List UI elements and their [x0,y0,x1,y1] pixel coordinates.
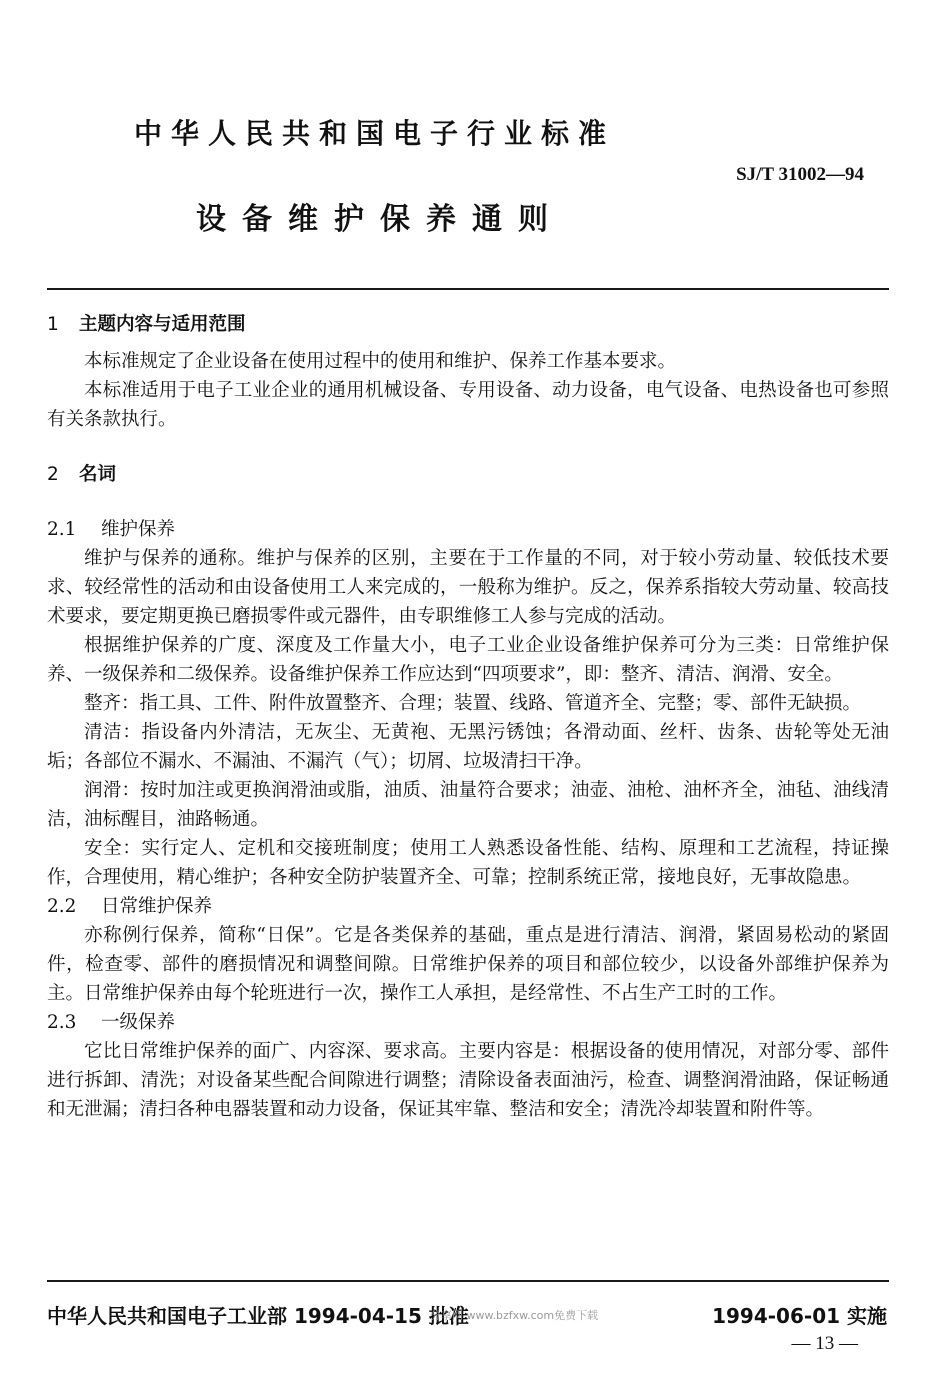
implementation-date: 1994-06-01 实施 [712,1304,887,1328]
paragraph: 本标准规定了企业设备在使用过程中的使用和维护、保养工作基本要求。 [84,351,677,372]
subsection-title: 维护保养 [101,519,176,540]
page-number: — 13 — [791,1333,858,1354]
footer-divider [47,1280,889,1282]
issuing-authority-heading: 中华人民共和国电子行业标准 [134,117,616,150]
section-title: 主题内容与适用范围 [79,314,246,335]
subsection-number: 2.1 [47,519,77,540]
subsection-2-1-heading [47,515,889,544]
section-2-heading [47,460,889,489]
paragraph: 整齐：指工具、工件、附件放置整齐、合理；装置、线路、管道齐全、完整；零、部件无缺损。 [84,693,862,714]
paragraph: 清洁：指设备内外清洁，无灰尘、无黄袍、无黑污锈蚀；各滑动面、丝杆、齿条、齿轮等处无油垢；各部位不漏水、不漏油、不漏汽（气）；切屑、垃圾清扫干净。 [47,722,889,772]
document-title: 设备维护保养通则 [196,202,564,237]
paragraph: 它比日常维护保养的面广、内容深、要求高。主要内容是：根据设备的使用情况，对部分零、部件进行拆卸、清洗；对设备某些配合间隙进行调整；清除设备表面油污，检查、调整润滑油路，保证畅通和无泄漏；清扫各种电器装置和动力设备，保证其牢靠、整洁和安全；清洗冷却装置和附件等。 [47,1041,889,1120]
section-1-heading [47,310,889,339]
paragraph: 本标准适用于电子工业企业的通用机械设备、专用设备、动力设备，电气设备、电热设备也可参照有关条款执行。 [47,380,889,430]
header-divider [47,288,889,290]
subsection-number: 2.2 [47,896,77,917]
subsection-2-3-heading [47,1008,889,1037]
paragraph: 润滑：按时加注或更换润滑油或脂，油质、油量符合要求；油壶、油枪、油杯齐全，油毡、油线清洁，油标醒目，油路畅通。 [47,780,889,830]
subsection-title: 一级保养 [101,1012,176,1033]
standard-number: SJ/T 31002—94 [736,164,864,185]
section-number: 1 [47,314,59,335]
document-body [47,310,889,1124]
paragraph: 维护与保养的通称。维护与保养的区别，主要在于工作量的不同，对于较小劳动量、较低技术要求、较经常性的活动和由设备使用工人来完成的，一般称为维护。反之，保养系指较大劳动量、较高技术要求，要定期更换已磨损零件或元器件，由专职维修工人参与完成的活动。 [47,548,889,627]
section-title: 名词 [79,464,117,485]
section-number: 2 [47,464,59,485]
paragraph: 安全：实行定人、定机和交接班制度；使用工人熟悉设备性能、结构、原理和工艺流程，持证操作，合理使用，精心维护；各种安全防护装置齐全、可靠；控制系统正常，接地良好，无事故隐患。 [47,838,889,888]
approval-note: 中华人民共和国电子工业部 1994-04-15 批准 [47,1304,469,1328]
subsection-2-2-heading [47,892,889,921]
watermark-text: 分享网 www.bzfxw.com免费下载 [430,1309,599,1322]
subsection-number: 2.3 [47,1012,77,1033]
paragraph: 亦称例行保养，简称“日保”。它是各类保养的基础，重点是进行清洁、润滑，紧固易松动的紧固件，检查零、部件的磨损情况和调整间隙。日常维护保养的项目和部位较少，以设备外部维护保养为主。日常维护保养由每个轮班进行一次，操作工人承担，是经常性、不占生产工时的工作。 [47,925,889,1004]
subsection-title: 日常维护保养 [101,896,213,917]
paragraph: 根据维护保养的广度、深度及工作量大小，电子工业企业设备维护保养可分为三类：日常维护保养、一级保养和二级保养。设备维护保养工作应达到“四项要求”，即：整齐、清洁、润滑、安全。 [47,635,889,685]
